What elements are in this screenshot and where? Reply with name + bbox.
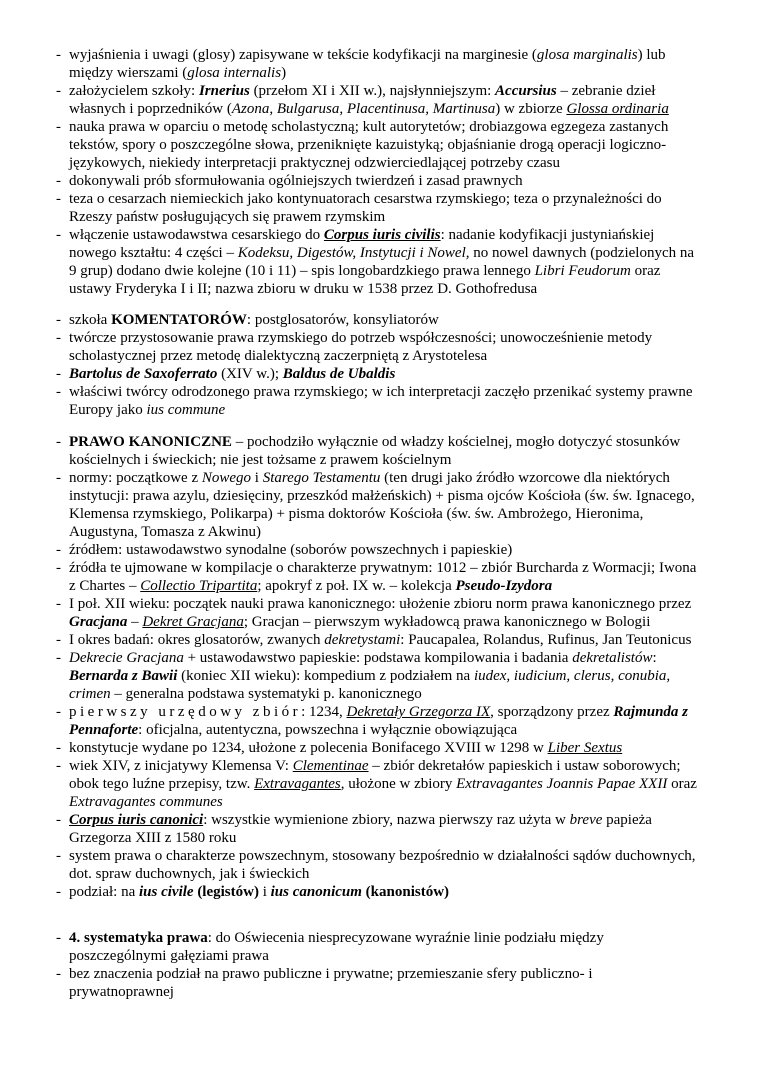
bullet-dash: -	[56, 227, 61, 243]
list-item: - I okres badań: okres glosatorów, zwanych dekretystami: Paucapalea, Rolandus, Rufinus, Jan Teutonicus	[56, 632, 692, 648]
bullet-dash: -	[56, 560, 61, 576]
bullet-dash: -	[56, 366, 61, 382]
bullet-dash: -	[56, 848, 61, 864]
bullet-dash: -	[56, 384, 61, 400]
list-item: - podział: na ius civile (legistów) i ius canonicum (kanonistów)	[56, 884, 450, 900]
list-item: - założycielem szkoły: Irnerius (przełom XI i XII w.), najsłynniejszym: Accursius – zebranie dzieł własnych i poprzedników (Azona, Bulgarusa, Placentinusa, Martinusa) w zbiorze Glossa ordinaria	[56, 83, 669, 117]
bullet-dash: -	[56, 173, 61, 189]
bullet-dash: -	[56, 632, 61, 648]
bullet-dash: -	[56, 812, 61, 828]
list-item: - szkoła KOMENTATORÓW: postglosatorów, konsyliatorów	[56, 312, 439, 328]
bullet-dash: -	[56, 47, 61, 63]
bullet-dash: -	[56, 191, 61, 207]
list-item: - normy: początkowe z Nowego i Starego Testamentu (ten drugi jako źródło wzorcowe dla niektórych instytucji: prawa azylu, dziesięciny, przeszkód małżeńskich) + pisma ojców Kościoła (św. św. Ignacego, Klemensa rzymskiego, Polikarpa) + pisma doktorów Kościoła (św. św. Ambrożego, Hieronima, Augustyna, Tomasza z Akwinu)	[56, 470, 695, 540]
list-item: - Bartolus de Saxoferrato (XIV w.); Baldus de Ubaldis	[56, 366, 396, 382]
list-item: - Corpus iuris canonici: wszystkie wymienione zbiory, nazwa pierwszy raz użyta w breve papieża Grzegorza XIII z 1580 roku	[56, 812, 652, 846]
bullet-dash: -	[56, 930, 61, 946]
list-item: - właściwi twórcy odrodzonego prawa rzymskiego; w ich interpretacji zaczęło przenikać systemy prawne Europy jako ius commune	[56, 384, 693, 418]
bullet-dash: -	[56, 884, 61, 900]
list-item: - PRAWO KANONICZNE – pochodziło wyłącznie od władzy kościelnej, mogło dotyczyć stosunków kościelnych i świeckich; nie jest tożsame z prawem kościelnym	[56, 434, 681, 468]
list-item: - wyjaśnienia i uwagi (glosy) zapisywane w tekście kodyfikacji na marginesie (glosa marginalis) lub między wierszami (glosa internalis)	[56, 47, 666, 81]
section-canon-law	[0, 433, 760, 901]
bullet-dash: -	[56, 119, 61, 135]
list-item: - nauka prawa w oparciu o metodę scholastyczną; kult autorytetów; drobiazgowa egzegeza zastanych tekstów, spory o poszczególne słowa, przeniknięte kazuistyką; objaśnianie drogą operacji logiczno-językowych, niekiedy interpretacji praktycznej odzwierciedlającej potrzeby czasu	[56, 119, 669, 171]
bullet-dash: -	[56, 312, 61, 328]
bullet-dash: -	[56, 740, 61, 756]
bullet-dash: -	[56, 650, 61, 666]
bullet-dash: -	[56, 470, 61, 486]
section-glossators	[0, 46, 760, 298]
bullet-dash: -	[56, 966, 61, 982]
bullet-dash: -	[56, 434, 61, 450]
list-item: - Dekrecie Gracjana + ustawodawstwo papieskie: podstawa kompilowania i badania dekretalistów: Bernarda z Bawii (koniec XII wieku): kompedium z podziałem na iudex, iudicium, clerus, conubia, crimen – generalna podstawa systematyki p. kanonicznego	[56, 650, 671, 702]
list-item: - 4. systematyka prawa: do Oświecenia niesprecyzowane wyraźnie linie podziału między poszczególnymi gałęziami prawa	[56, 930, 604, 964]
list-item: - wiek XIV, z inicjatywy Klemensa V: Clementinae – zbiór dekretałów papieskich i ustaw soborowych; obok tego luźne przepisy, tzw. Extravagantes, ułożone w zbiory Extravagantes Joannis Papae XXII oraz Extravagantes communes	[56, 758, 697, 810]
section-law-systematics	[0, 929, 760, 1001]
list-item: - twórcze przystosowanie prawa rzymskiego do potrzeb współczesności; unowocześnienie metody scholastycznej przez metodę dialektyczną zaczerpniętą z Arystotelesa	[56, 330, 653, 364]
list-item: - dokonywali prób sformułowania ogólniejszych twierdzeń i zasad prawnych	[56, 173, 523, 189]
list-item: - konstytucje wydane po 1234, ułożone z polecenia Bonifacego XVIII w 1298 w Liber Sextus	[56, 740, 623, 756]
bullet-dash: -	[56, 83, 61, 99]
list-item: - pierwszy urzędowy zbiór: 1234, Dekretały Grzegorza IX, sporządzony przez Rajmunda z Pennaforte: oficjalna, autentyczna, powszechna i wyłącznie obowiązująca	[56, 704, 689, 738]
list-item: - I poł. XII wieku: początek nauki prawa kanonicznego: ułożenie zbioru norm prawa kanonicznego przez Gracjana – Dekret Gracjana; Gracjan – pierwszym wykładowcą prawa kanonicznego w Bologii	[56, 596, 692, 630]
bullet-dash: -	[56, 596, 61, 612]
list-item: - źródła te ujmowane w kompilacje o charakterze prywatnym: 1012 – zbiór Burcharda z Wormacji; Iwona z Chartes – Collectio Tripartita; apokryf z poł. IX w. – kolekcja Pseudo-Izydora	[56, 560, 697, 594]
bullet-dash: -	[56, 542, 61, 558]
list-item: - włączenie ustawodawstwa cesarskiego do Corpus iuris civilis: nadanie kodyfikacji justyniańskiej nowego kształtu: 4 części – Kodeksu, Digestów, Instytucji i Nowel, no nowel dawnych (podzielonych na 9 grup) dodano dwie kolejne (10 i 11) – spis longobardzkiego prawa lennego Libri Feudorum oraz ustawy Fryderyka I i II; nazwa zbioru w druku w 1538 przez D. Gothofredusa	[56, 227, 695, 297]
list-item: - system prawa o charakterze powszechnym, stosowany bezpośrednio w działalności sądów duchownych, dot. spraw duchownych, jak i świeckich	[56, 848, 696, 882]
bullet-dash: -	[56, 330, 61, 346]
bullet-dash: -	[56, 758, 61, 774]
bullet-dash: -	[56, 704, 61, 720]
list-item: - bez znaczenia podział na prawo publiczne i prywatne; przemieszanie sfery publiczno- i prywatnoprawnej	[56, 966, 593, 1000]
list-item: - źródłem: ustawodawstwo synodalne (soborów powszechnych i papieskie)	[56, 542, 513, 558]
section-commentators	[0, 311, 760, 419]
list-item: - teza o cesarzach niemieckich jako kontynuatorach cesarstwa rzymskiego; teza o przynależności do Rzeszy państw posługujących się prawem rzymskim	[56, 191, 662, 225]
